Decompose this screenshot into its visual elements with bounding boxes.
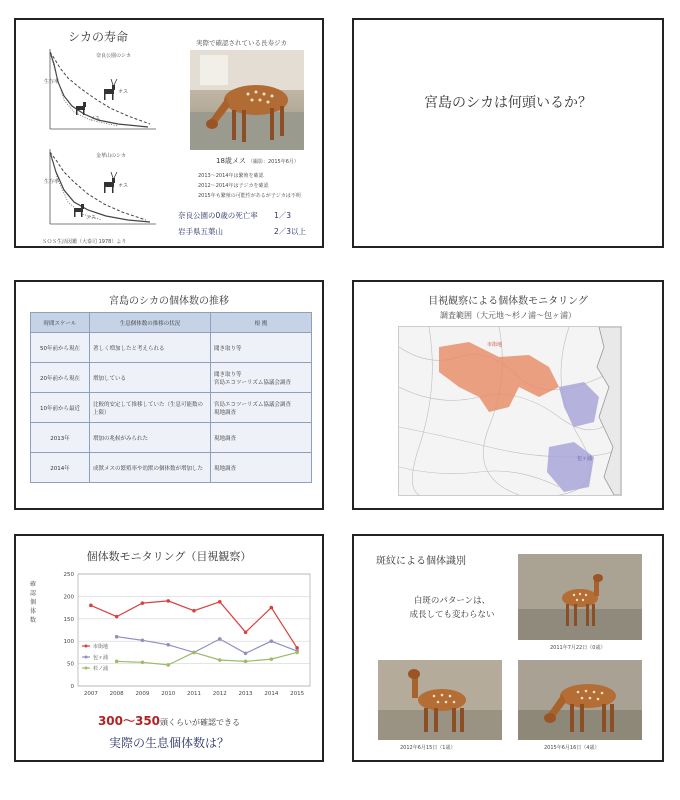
row-status: 比較的安定して推移していた（生息可能数の上限） [90, 393, 211, 423]
area-label-tsutsumigaura: 包ヶ浦 [577, 456, 593, 462]
label-male-bottom: オス [118, 183, 128, 189]
data-point [270, 639, 274, 643]
basis-line: 聞き取り等 [214, 345, 242, 352]
slide6-title: 斑紋による個体識別 [376, 556, 466, 567]
basis-line: 現地調査 [214, 465, 237, 472]
legend-marker [85, 656, 88, 659]
data-point [244, 651, 248, 655]
x-tick-label: 2015 [290, 691, 305, 697]
data-point [295, 651, 299, 655]
mortality-label-2: 岩手県五葉山 [178, 227, 223, 236]
y-axis-char: 認 [30, 590, 37, 597]
plot-frame [78, 574, 310, 686]
series-line-0 [91, 601, 297, 648]
y-axis-char: 数 [30, 617, 37, 624]
table-row [31, 453, 312, 483]
table-header-row [31, 313, 312, 333]
row-time: 2013年 [31, 423, 90, 453]
highlight-line [16, 712, 322, 729]
spot-text-line: 成長しても変わらない [409, 610, 495, 620]
deer-name: 18歳メス [216, 157, 246, 165]
y-axis-label-top: 生存率 [44, 79, 60, 85]
row-basis [211, 363, 312, 393]
y-tick-label: 100 [63, 639, 74, 646]
mortality-value-1: 1／3 [274, 211, 292, 220]
slide5-title: 個体数モニタリング（目視観察） [86, 550, 252, 563]
deer-female-icon [74, 204, 84, 217]
mortality-value-2: 2／3以上 [274, 227, 307, 236]
y-tick-label: 200 [63, 594, 74, 601]
x-tick-label: 2012 [212, 691, 227, 697]
long-lived-deer-caption: 実際で確認されている長寿ジカ [196, 39, 287, 47]
row-basis [211, 333, 312, 363]
slide-spot-identification [352, 534, 664, 762]
chart-bottom-legend: 金華山のシカ [96, 153, 127, 159]
y-tick-label: 150 [63, 616, 74, 623]
x-tick-label: 2010 [161, 691, 176, 697]
deer-male-icon [104, 172, 117, 193]
legend-label: 杉ノ浦 [93, 666, 109, 672]
data-point [115, 635, 119, 639]
y-axis-char: 体 [30, 608, 37, 615]
source-citation: ＳＯＳ生活図鑑（大泰司 1978）より [42, 239, 127, 245]
data-point [166, 663, 170, 667]
y-axis-char: 個 [30, 599, 37, 606]
data-point [270, 657, 274, 661]
slide1-title: シカの寿命 [68, 30, 129, 44]
x-tick-label: 2011 [187, 691, 201, 697]
slide-count-monitoring [14, 534, 324, 762]
y-tick-label: 0 [70, 684, 74, 690]
legend-marker [85, 667, 88, 670]
note-1: 2013～2014年は繁殖を確認 [198, 173, 264, 179]
y-tick-label: 50 [67, 661, 74, 668]
label-female-bottom: メス [86, 215, 97, 221]
slide-population-trend [14, 280, 324, 510]
data-point [270, 606, 274, 610]
population-trend-table [30, 312, 312, 483]
row-basis [211, 423, 312, 453]
data-point [192, 651, 196, 655]
data-point [244, 660, 248, 664]
legend-label: 市街地 [93, 644, 109, 650]
row-status: 著しく増加したと考えられる [90, 333, 211, 363]
mortality-label-1: 奈良公園の0歳の死亡率 [178, 211, 258, 220]
actual-population-question: 実際の生息個体数は？ [108, 736, 229, 750]
header-time: 時間スケール [31, 313, 90, 333]
caption-2012: 2012年6月15日（1歳） [400, 745, 456, 751]
basis-line: 聞き取り等 [214, 371, 242, 378]
count-range-suffix: 頭くらいが確認できる [160, 718, 241, 727]
caption-2015: 2015年6月16日（4歳） [544, 745, 600, 751]
row-time: 10年前から最近 [31, 393, 90, 423]
slide-visual-monitoring [352, 280, 664, 510]
basis-line: 現地調査 [214, 409, 237, 416]
data-point [218, 600, 222, 604]
y-tick-label: 250 [63, 572, 74, 578]
data-point [141, 601, 145, 605]
deer-female-icon [76, 102, 86, 115]
basis-line: 宮島エコツーリズム協議会調査 [214, 379, 291, 386]
data-point [218, 658, 222, 662]
caption-2011: 2011年7月22日（0歳） [550, 645, 606, 651]
note-3: 2015年も繁殖の可能性があるが子ジカは不明 [198, 193, 301, 199]
spot-text-line: 白斑のパターンは、 [413, 596, 491, 606]
data-point [295, 646, 299, 650]
row-status: 成獣メスの繁殖率や幼獣の個体数が増加した [90, 453, 211, 483]
area-label-urban: 市街地 [487, 342, 503, 348]
x-tick-label: 2009 [135, 691, 150, 697]
basis-line: 宮島エコツーリズム協議会調査 [214, 401, 291, 408]
data-point [244, 630, 248, 634]
table-row [31, 363, 312, 393]
row-status: 増加の兆候がみられた [90, 423, 211, 453]
slide4-title: 目視観察による個体数モニタリング [428, 296, 588, 307]
note-2: 2012～2014年は子ジカを確認 [198, 183, 269, 189]
slide2-title: 宮島のシカは何頭いるか？ [424, 95, 592, 111]
header-status: 生息個体数の推移の状況 [90, 313, 211, 333]
deer-photo-2012 [378, 660, 502, 740]
slide3-title: 宮島のシカの個体数の推移 [109, 296, 229, 307]
data-point [192, 609, 196, 613]
row-status: 増加している [90, 363, 211, 393]
data-point [166, 599, 170, 603]
x-tick-label: 2007 [83, 691, 98, 697]
label-female: メス [90, 116, 101, 122]
data-point [115, 660, 119, 664]
row-time: 2014年 [31, 453, 90, 483]
urban-area-region [439, 342, 559, 412]
data-point [141, 660, 145, 664]
data-point [141, 639, 145, 643]
chart-top-legend: 奈良公園のシカ [96, 53, 132, 59]
row-time: 50年前から現在 [31, 333, 90, 363]
long-lived-deer-photo [190, 50, 304, 150]
sugi-area-region [559, 382, 599, 427]
slide4-subtitle: 調査範囲（大元地～杉ノ浦～包ヶ浦） [440, 311, 576, 320]
header-basis: 根 拠 [211, 313, 312, 333]
deer-photo-2015 [518, 660, 642, 740]
data-point [218, 637, 222, 641]
x-tick-label: 2008 [109, 691, 124, 697]
row-basis [211, 453, 312, 483]
survey-area-map [398, 326, 622, 496]
fawn-photo-2011 [518, 554, 642, 640]
slide-deer-lifespan [14, 18, 324, 248]
legend-marker [85, 645, 88, 648]
y-axis-label-bottom: 生存率 [44, 179, 60, 185]
row-time: 20年前から現在 [31, 363, 90, 393]
data-point [166, 643, 170, 647]
x-tick-label: 2014 [264, 691, 279, 697]
legend-label: 包ヶ浦 [93, 655, 109, 661]
row-basis [211, 393, 312, 423]
deer-male-icon [104, 79, 117, 100]
table-row [31, 333, 312, 363]
x-tick-label: 2013 [238, 691, 253, 697]
spot-pattern-text [392, 594, 512, 622]
table-row [31, 423, 312, 453]
y-axis-char: 確 [30, 581, 37, 588]
label-male: オス [118, 89, 128, 95]
deer-name-note: （撮影：2015年6月） [248, 159, 299, 165]
basis-line: 現地調査 [214, 435, 237, 442]
slide-deer-count-question [352, 18, 664, 248]
count-range: 300～350 [97, 714, 161, 728]
data-point [115, 615, 119, 619]
data-point [89, 604, 93, 608]
table-row [31, 393, 312, 423]
monitoring-line-chart [38, 566, 318, 698]
